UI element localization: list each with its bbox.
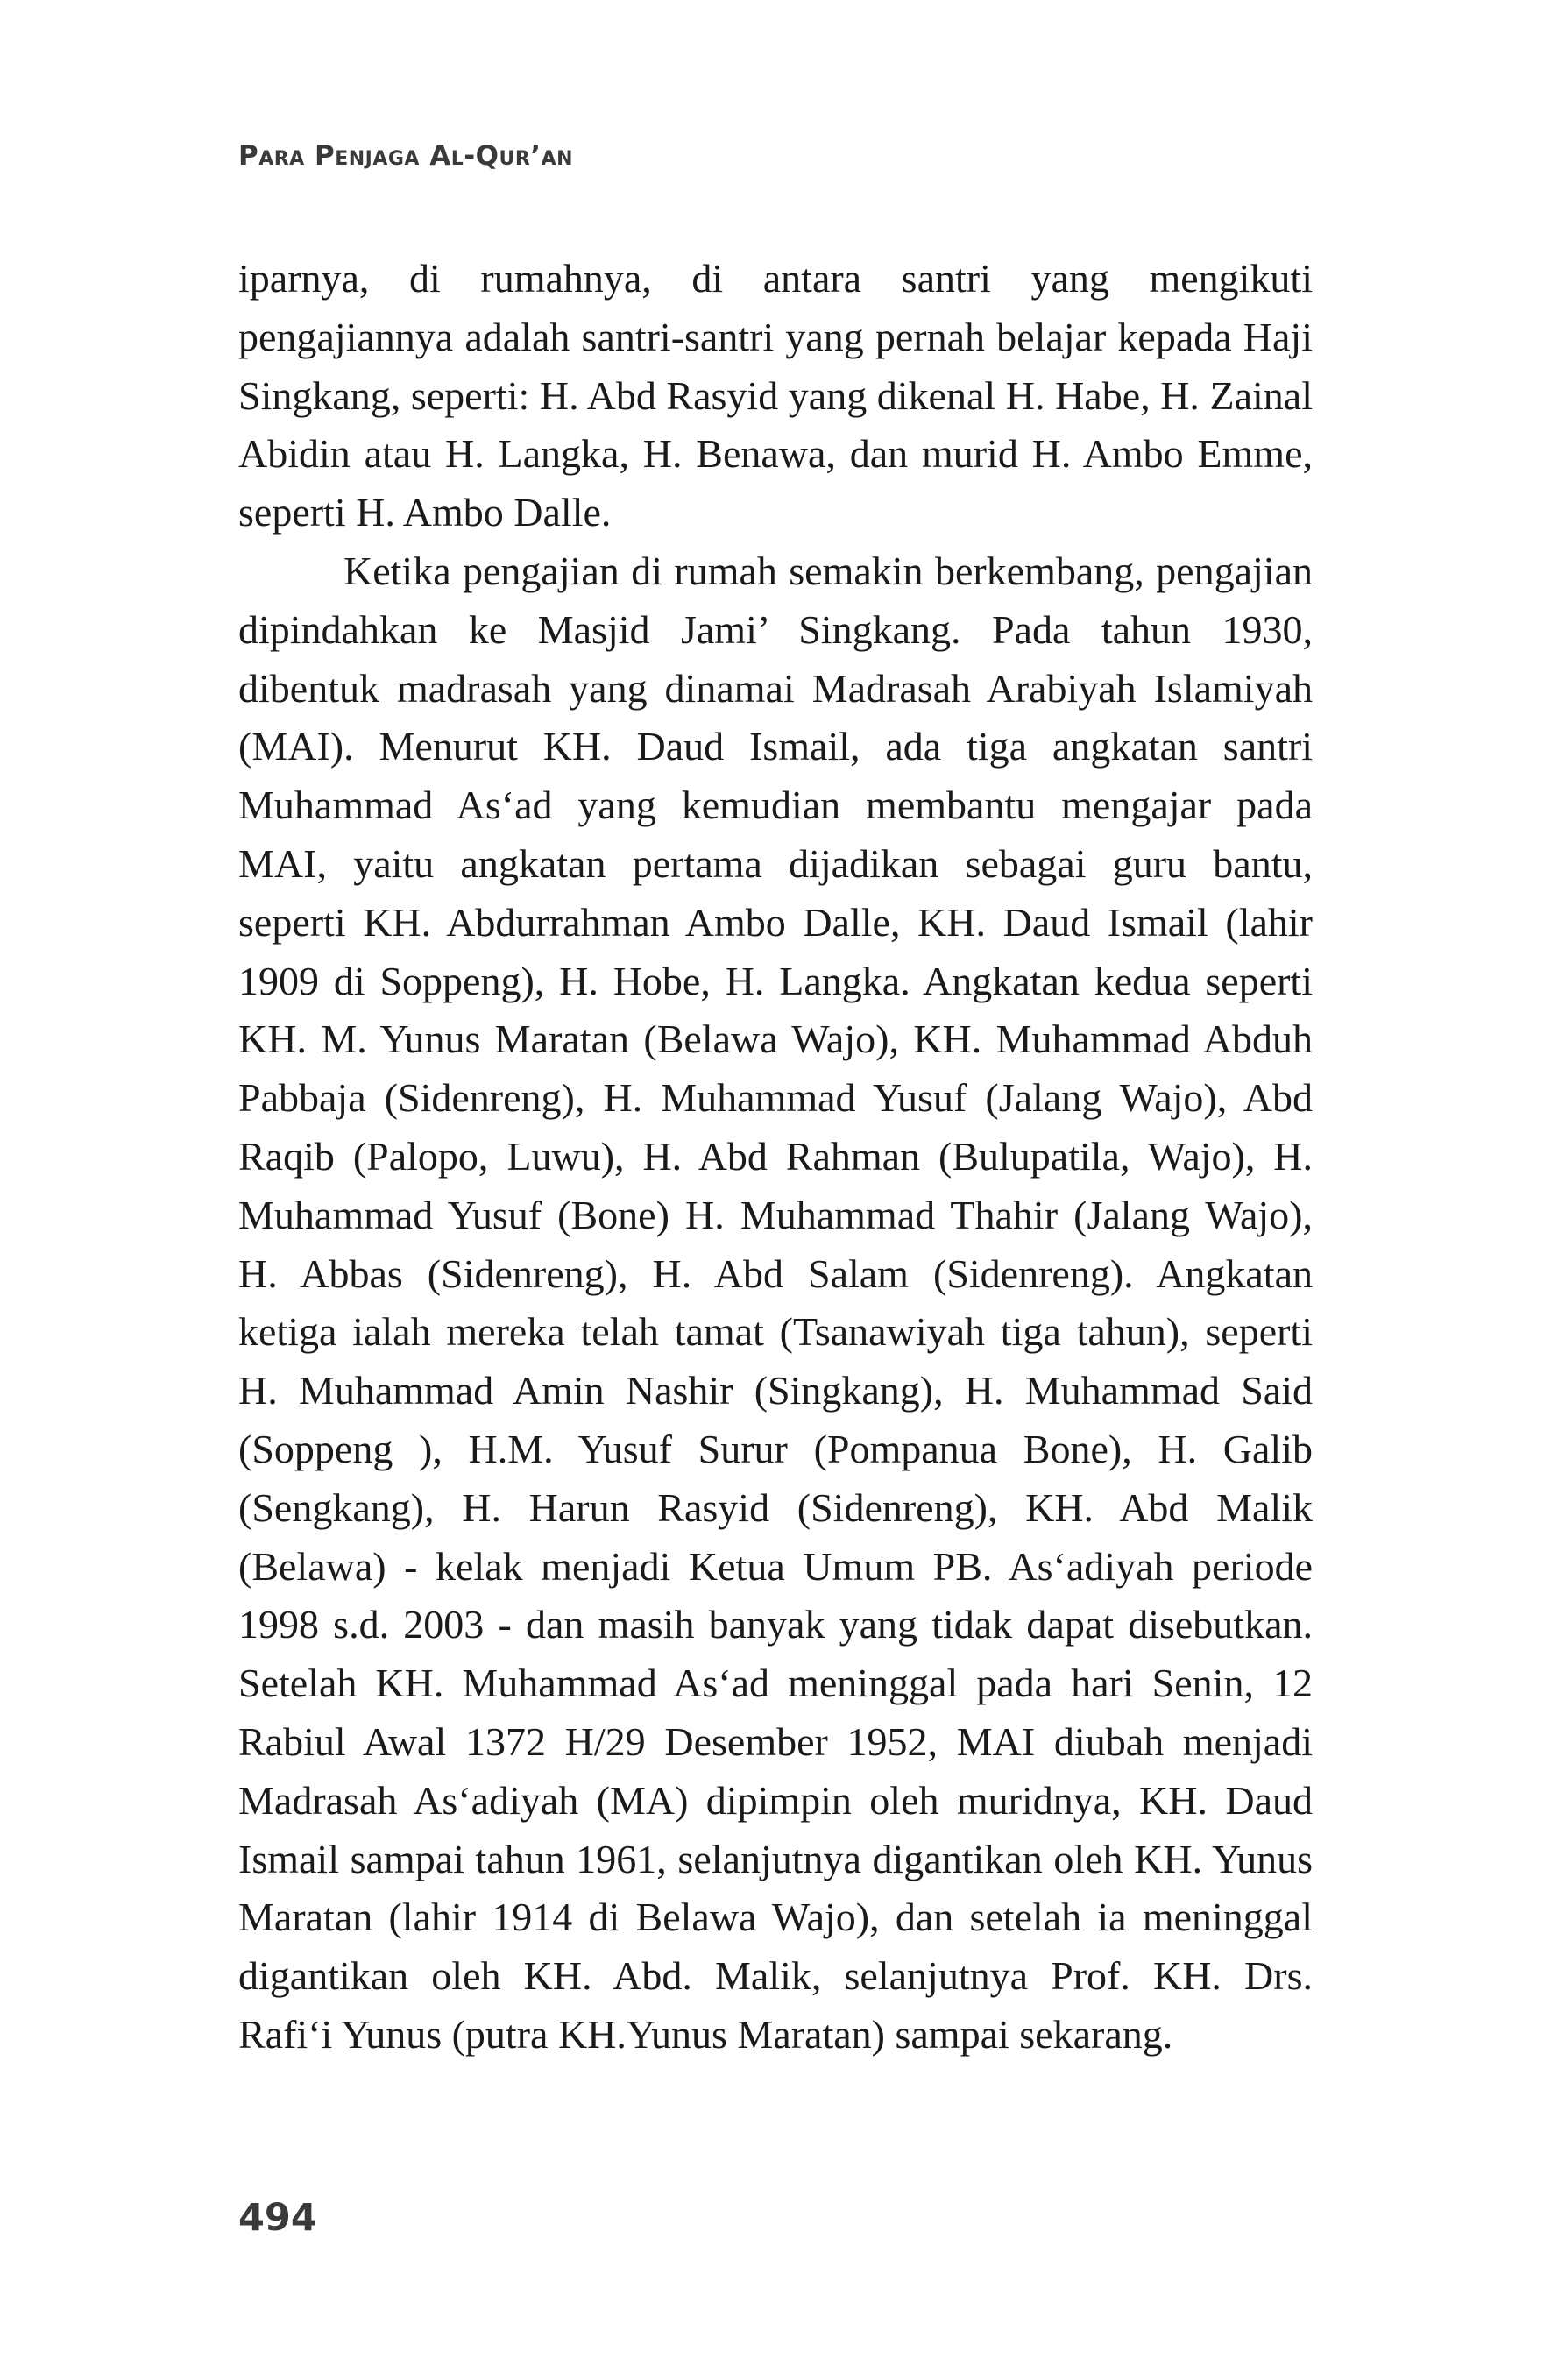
page-number: 494 <box>238 2196 317 2240</box>
running-head-title: Para Penjaga Al-Qur’an <box>238 140 574 172</box>
paragraph-madrasah-history: Ketika pengajian di rumah semakin berkembang, pengajian dipindahkan ke Masjid Jami’ Singkang. Pada tahun 1930, dibentuk madrasah yang dinamai Madrasah Arabiyah Islamiyah (MAI). Menurut KH. Daud Ismail, ada tiga angkatan santri Muhammad As‘ad yang kemudian membantu mengajar pada MAI, yaitu angkatan pertama dijadikan sebagai guru bantu, seperti KH. Abdurrahman Ambo Dalle, KH. Daud Ismail (lahir 1909 di Soppeng), H. Hobe, H. Langka. Angkatan kedua seperti KH. M. Yunus Maratan (Belawa Wajo), KH. Muhammad Abduh Pabbaja (Sidenreng), H. Muhammad Yusuf (Jalang Wajo), Abd Raqib (Palopo, Luwu), H. Abd Rahman (Bulupatila, Wajo), H. Muhammad Yusuf (Bone) H. Muhammad Thahir (Jalang Wajo), H. Abbas (Sidenreng), H. Abd Salam (Sidenreng). Angkatan ketiga ialah mereka telah tamat (Tsanawiyah tiga tahun), seperti H. Muhammad Amin Nashir (Singkang), H. Muhammad Said (Soppeng ), H.M. Yusuf Surur (Pompanua Bone), H. Galib (Sengkang), H. Harun Rasyid (Sidenreng), KH. Abd Malik (Belawa) - kelak menjadi Ketua Umum PB. As‘adiyah periode 1998 s.d. 2003 - dan masih banyak yang tidak dapat disebutkan. Setelah KH. Muhammad As‘ad meninggal pada hari Senin, 12 Rabiul Awal 1372 H/29 Desember 1952, MAI diubah menjadi Madrasah As‘adiyah (MA) dipimpin oleh muridnya, KH. Daud Ismail sampai tahun 1961, selanjutnya digantikan oleh KH. Yunus Maratan (lahir 1914 di Belawa Wajo), dan setelah ia meninggal digantikan oleh KH. Abd. Malik, selanjutnya Prof. KH. Drs. Rafi‘i Yunus (putra KH.Yunus Maratan) sampai sekarang. <box>238 548 1313 2057</box>
paragraph-continuation: iparnya, di rumahnya, di antara santri yang mengikuti pengajiannya adalah santri-santri yang pernah belajar kepada Haji Singkang, seperti: H. Abd Rasyid yang dikenal H. Habe, H. Zainal Abidin atau H. Langka, H. Benawa, dan murid H. Ambo Emme, seperti H. Ambo Dalle. <box>238 256 1313 535</box>
body-text <box>238 250 1313 2065</box>
